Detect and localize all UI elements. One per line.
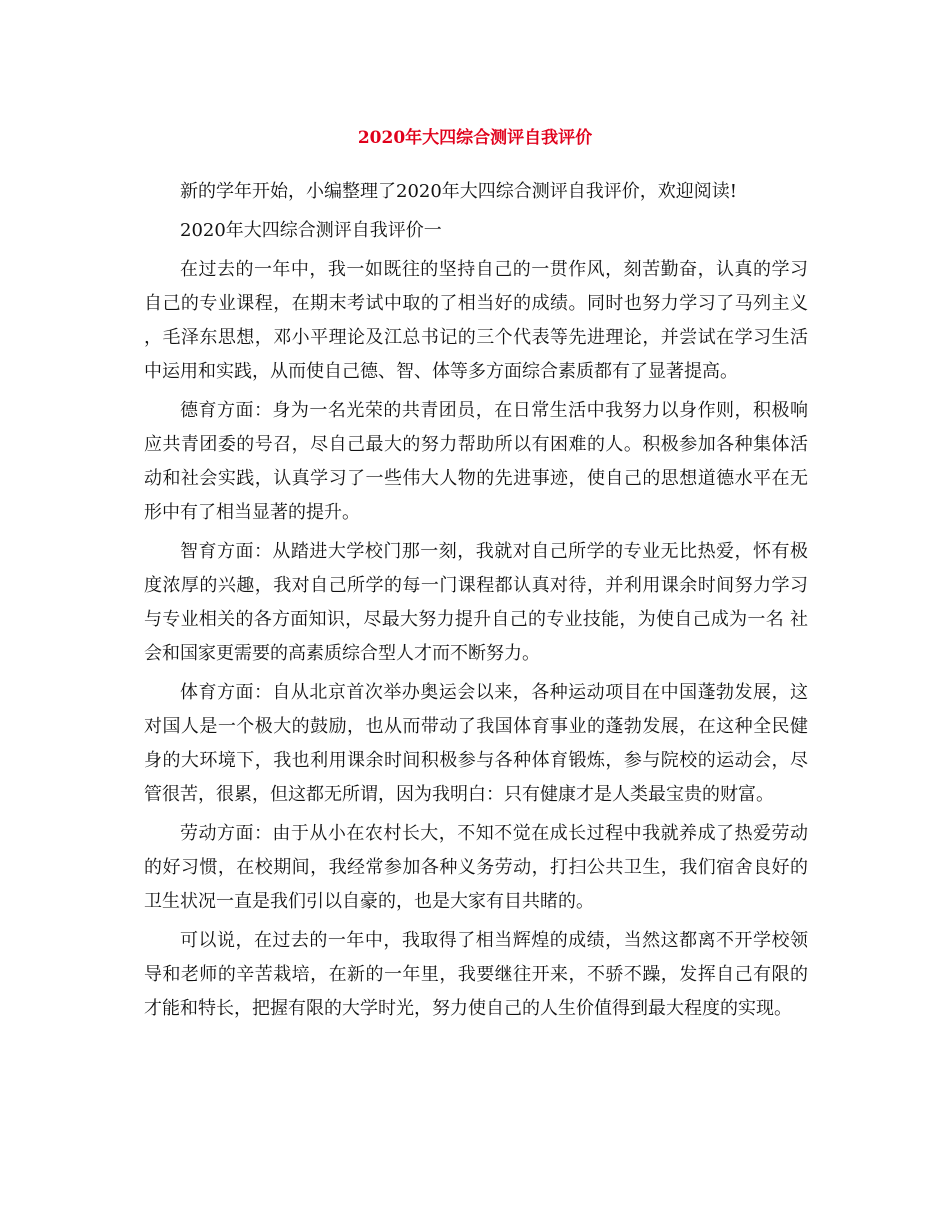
paragraph-conclusion: 可以说，在过去的一年中，我取得了相当辉煌的成绩，当然这都离不开学校领导和老师的辛苦栽培，在新的一年里，我要继往开来，不骄不躁，发挥自己有限的才能和特长，把握有限的大学时光，努力使自己的人生价值得到最大程度的实现。 [144,930,808,1019]
paragraph-moral: 德育方面：身为一名光荣的共青团员，在日常生活中我努力以身作则，积极响应共青团委的号召，尽自己最大的努力帮助所以有困难的人。积极参加各种集体活动和社会实践，认真学习了一些伟大人物的先进事迹，使自己的思想道德水平在无形中有了相当显著的提升。 [144,400,808,523]
paragraph-labor: 劳动方面：由于从小在农村长大，不知不觉在成长过程中我就养成了热爱劳动的好习惯，在校期间，我经常参加各种义务劳动，打扫公共卫生，我们宿舍良好的卫生状况一直是我们引以自豪的，也是大家有目共睹的。 [144,823,808,912]
paragraph-intro: 新的学年开始，小编整理了2020年大四综合测评自我评价，欢迎阅读! [180,181,738,202]
document-title: 2020年大四综合测评自我评价 [357,128,593,148]
paragraph-physical: 体育方面：自从北京首次举办奥运会以来，各种运动项目在中国蓬勃发展，这对国人是一个极大的鼓励，也从而带动了我国体育事业的蓬勃发展，在这种全民健身的大环境下，我也利用课余时间积极参与各种体育锻炼，参与院校的运动会，尽管很苦，很累，但这都无所谓，因为我明白：只有健康才是人类最宝贵的财富。 [144,682,808,805]
paragraph-subtitle: 2020年大四综合测评自我评价一 [180,220,442,241]
paragraph-intellectual: 智育方面：从踏进大学校门那一刻，我就对自己所学的专业无比热爱，怀有极度浓厚的兴趣，我对自己所学的每一门课程都认真对待，并利用课余时间努力学习与专业相关的各方面知识，尽最大努力提升自己的专业技能，为使自己成为一名 社会和国家更需要的高素质综合型人才而不断努力。 [144,541,808,664]
document-body [144,175,808,1031]
paragraph-overview: 在过去的一年中，我一如既往的坚持自己的一贯作风，刻苦勤奋，认真的学习自己的专业课程，在期末考试中取的了相当好的成绩。同时也努力学习了马列主义，毛泽东思想，邓小平理论及江总书记的三个代表等先进理论，并尝试在学习生活中运用和实践，从而使自己德、智、体等多方面综合素质都有了显著提高。 [144,259,808,382]
